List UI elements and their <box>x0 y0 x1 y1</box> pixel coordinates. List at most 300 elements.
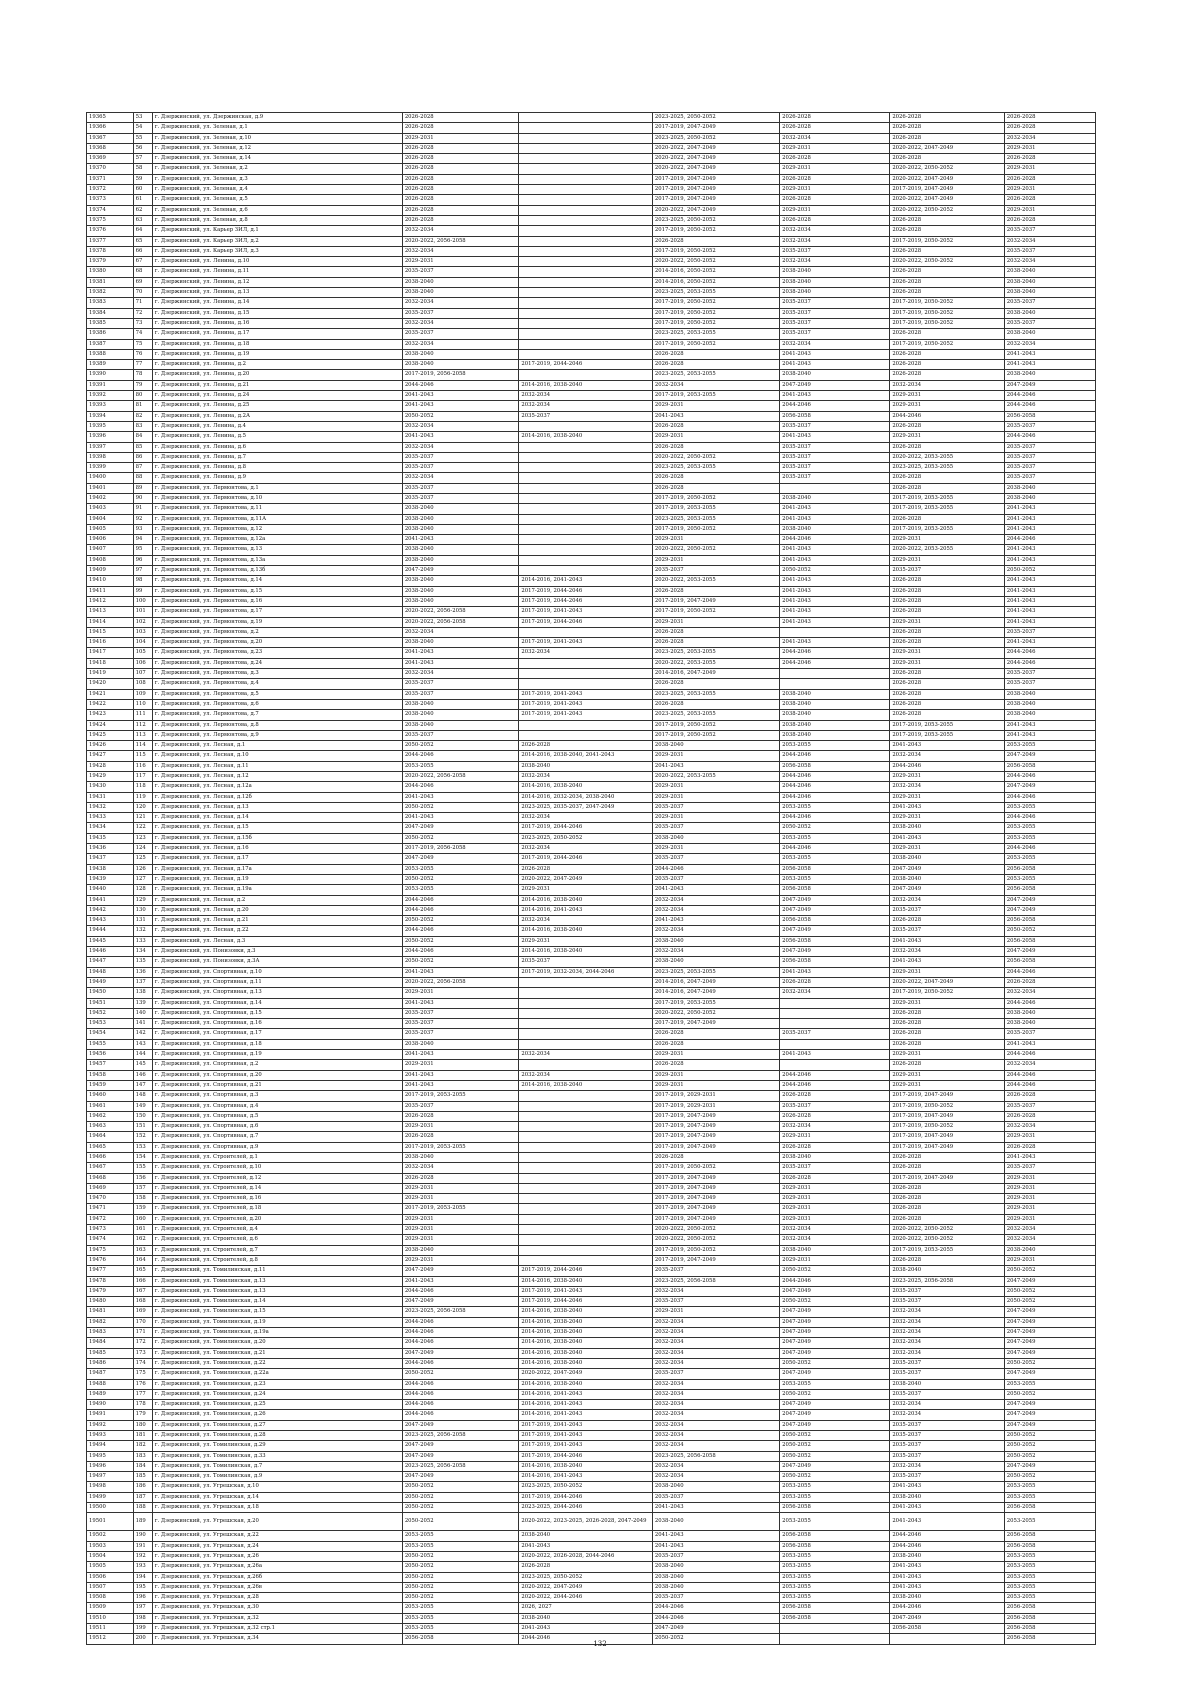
period-b-cell: 2017-2019, 2041-2043 <box>519 1286 653 1296</box>
period-d-cell: 2047-2049 <box>780 1461 890 1471</box>
row-id-cell: 19430 <box>87 782 134 792</box>
address-cell: г. Дзержинский, ул. Лермонтова, д.5 <box>152 689 402 699</box>
row-number-cell: 173 <box>133 1348 152 1358</box>
period-a-cell: 2053-2055 <box>402 864 519 874</box>
address-cell: г. Дзержинский, ул. Понизовки, д.3 <box>152 947 402 957</box>
row-id-cell: 19508 <box>87 1593 134 1603</box>
row-number-cell: 151 <box>133 1122 152 1132</box>
row-number-cell: 72 <box>133 308 152 318</box>
row-id-cell: 19502 <box>87 1531 134 1541</box>
period-a-cell: 2041-2043 <box>402 1080 519 1090</box>
period-d-cell: 2053-2055 <box>780 1582 890 1592</box>
period-c-cell: 2032-2034 <box>652 1400 779 1410</box>
period-a-cell: 2038-2040 <box>402 360 519 370</box>
period-a-cell: 2050-2052 <box>402 833 519 843</box>
address-cell: г. Дзержинский, ул. Томилинская, д.23 <box>152 1379 402 1389</box>
row-number-cell: 135 <box>133 957 152 967</box>
table-row <box>87 421 1096 431</box>
address-cell: г. Дзержинский, ул. Ленина, д.24 <box>152 391 402 401</box>
address-cell: г. Дзержинский, ул. Спортивная, д.7 <box>152 1132 402 1142</box>
row-id-cell: 19466 <box>87 1152 134 1162</box>
row-number-cell: 152 <box>133 1132 152 1142</box>
period-b-cell: 2017-2019, 2044-2046 <box>519 1266 653 1276</box>
address-cell: г. Дзержинский, ул. Ленина, д.11 <box>152 267 402 277</box>
period-f-cell: 2041-2043 <box>1004 730 1095 740</box>
period-f-cell: 2050-2052 <box>1004 1297 1095 1307</box>
period-e-cell: 2035-2037 <box>890 1472 1004 1482</box>
table-row <box>87 174 1096 184</box>
row-number-cell: 75 <box>133 339 152 349</box>
row-id-cell: 19366 <box>87 123 134 133</box>
period-b-cell: 2014-2016, 2038-2040 <box>519 380 653 390</box>
period-b-cell: 2017-2019, 2044-2046 <box>519 1451 653 1461</box>
period-e-cell: 2029-2031 <box>890 772 1004 782</box>
period-d-cell: 2050-2052 <box>780 1266 890 1276</box>
row-number-cell: 167 <box>133 1286 152 1296</box>
address-cell: г. Дзержинский, ул. Ленина, д.17 <box>152 329 402 339</box>
address-cell: г. Дзержинский, ул. Томилинская, д.19 <box>152 1317 402 1327</box>
period-a-cell: 2035-2037 <box>402 463 519 473</box>
period-e-cell: 2026-2028 <box>890 226 1004 236</box>
period-f-cell: 2044-2046 <box>1004 844 1095 854</box>
period-d-cell: 2056-2058 <box>780 1603 890 1613</box>
period-f-cell: 2038-2040 <box>1004 689 1095 699</box>
row-id-cell: 19482 <box>87 1317 134 1327</box>
table-row <box>87 1101 1096 1111</box>
table-row <box>87 792 1096 802</box>
address-cell: г. Дзержинский, ул. Ленина, д.21 <box>152 380 402 390</box>
row-id-cell: 19397 <box>87 442 134 452</box>
period-f-cell: 2047-2049 <box>1004 905 1095 915</box>
period-d-cell <box>780 483 890 493</box>
period-f-cell: 2035-2037 <box>1004 421 1095 431</box>
row-id-cell: 19444 <box>87 926 134 936</box>
period-b-cell <box>519 977 653 987</box>
period-b-cell: 2020-2022, 2047-2049 <box>519 874 653 884</box>
period-b-cell: 2014-2016, 2038-2040 <box>519 1307 653 1317</box>
period-a-cell: 2053-2055 <box>402 1603 519 1613</box>
period-e-cell: 2026-2028 <box>890 349 1004 359</box>
period-a-cell: 2017-2019, 2053-2055 <box>402 1204 519 1214</box>
period-a-cell: 2035-2037 <box>402 308 519 318</box>
address-cell: г. Дзержинский, ул. Лесная, д.14 <box>152 813 402 823</box>
table-row <box>87 1472 1096 1482</box>
row-id-cell: 19468 <box>87 1173 134 1183</box>
address-cell: г. Дзержинский, ул. Угрешская, д.20 <box>152 1513 402 1531</box>
row-id-cell: 19374 <box>87 205 134 215</box>
period-a-cell: 2035-2037 <box>402 452 519 462</box>
table-row <box>87 1173 1096 1183</box>
row-number-cell: 141 <box>133 1019 152 1029</box>
period-f-cell: 2032-2034 <box>1004 339 1095 349</box>
period-d-cell: 2035-2037 <box>780 421 890 431</box>
row-id-cell: 19419 <box>87 669 134 679</box>
period-d-cell: 2056-2058 <box>780 936 890 946</box>
period-b-cell: 2020-2022, 2047-2049 <box>519 1369 653 1379</box>
table-row <box>87 318 1096 328</box>
period-a-cell: 2035-2037 <box>402 483 519 493</box>
period-c-cell: 2029-2031 <box>652 782 779 792</box>
period-b-cell: 2014-2016, 2041-2043 <box>519 905 653 915</box>
period-d-cell: 2038-2040 <box>780 277 890 287</box>
table-row <box>87 1039 1096 1049</box>
row-number-cell: 110 <box>133 699 152 709</box>
table-row <box>87 1572 1096 1582</box>
row-number-cell: 87 <box>133 463 152 473</box>
row-id-cell: 19377 <box>87 236 134 246</box>
period-e-cell: 2023-2025, 2056-2058 <box>890 1276 1004 1286</box>
period-c-cell: 2038-2040 <box>652 1513 779 1531</box>
period-d-cell: 2053-2055 <box>780 1513 890 1531</box>
period-d-cell: 2032-2034 <box>780 257 890 267</box>
period-a-cell: 2038-2040 <box>402 1039 519 1049</box>
address-cell: г. Дзержинский, ул. Томилинская, д.20 <box>152 1338 402 1348</box>
row-id-cell: 19438 <box>87 864 134 874</box>
table-row <box>87 988 1096 998</box>
period-f-cell: 2038-2040 <box>1004 1245 1095 1255</box>
table-row <box>87 123 1096 133</box>
period-b-cell: 2032-2034 <box>519 844 653 854</box>
period-e-cell: 2017-2019, 2047-2049 <box>890 1142 1004 1152</box>
period-b-cell: 2014-2016, 2038-2040 <box>519 1379 653 1389</box>
period-f-cell: 2035-2037 <box>1004 298 1095 308</box>
period-c-cell: 2032-2034 <box>652 1389 779 1399</box>
address-cell: г. Дзержинский, ул. Лесная, д.2 <box>152 895 402 905</box>
period-b-cell <box>519 267 653 277</box>
period-d-cell: 2041-2043 <box>780 514 890 524</box>
period-c-cell: 2026-2028 <box>652 1152 779 1162</box>
address-cell: г. Дзержинский, ул. Лермонтова, д.14 <box>152 576 402 586</box>
table-row <box>87 1214 1096 1224</box>
period-a-cell: 2041-2043 <box>402 1276 519 1286</box>
period-d-cell: 2044-2046 <box>780 782 890 792</box>
row-number-cell: 100 <box>133 596 152 606</box>
row-id-cell: 19365 <box>87 113 134 123</box>
row-id-cell: 19368 <box>87 143 134 153</box>
row-id-cell: 19455 <box>87 1039 134 1049</box>
period-a-cell: 2050-2052 <box>402 936 519 946</box>
period-a-cell: 2035-2037 <box>402 730 519 740</box>
row-number-cell: 81 <box>133 401 152 411</box>
period-f-cell: 2041-2043 <box>1004 360 1095 370</box>
period-f-cell: 2032-2034 <box>1004 1235 1095 1245</box>
row-number-cell: 114 <box>133 741 152 751</box>
period-f-cell: 2035-2037 <box>1004 1163 1095 1173</box>
period-c-cell: 2017-2019, 2047-2049 <box>652 1019 779 1029</box>
period-a-cell: 2032-2034 <box>402 226 519 236</box>
table-row <box>87 1235 1096 1245</box>
period-c-cell: 2014-2016, 2047-2049 <box>652 988 779 998</box>
period-b-cell <box>519 483 653 493</box>
period-a-cell: 2017-2019, 2056-2058 <box>402 370 519 380</box>
period-b-cell <box>519 1060 653 1070</box>
period-a-cell: 2020-2022, 2056-2058 <box>402 617 519 627</box>
period-d-cell: 2038-2040 <box>780 524 890 534</box>
period-f-cell: 2044-2046 <box>1004 648 1095 658</box>
period-b-cell <box>519 566 653 576</box>
period-d-cell: 2038-2040 <box>780 370 890 380</box>
address-cell: г. Дзержинский, ул. Угрешская, д.10 <box>152 1482 402 1492</box>
period-e-cell: 2032-2034 <box>890 947 1004 957</box>
period-f-cell: 2044-2046 <box>1004 432 1095 442</box>
period-d-cell: 2035-2037 <box>780 318 890 328</box>
period-d-cell: 2026-2028 <box>780 215 890 225</box>
table-row <box>87 802 1096 812</box>
period-a-cell: 2017-2019, 2053-2055 <box>402 1091 519 1101</box>
row-number-cell: 60 <box>133 185 152 195</box>
row-id-cell: 19494 <box>87 1441 134 1451</box>
period-f-cell: 2053-2055 <box>1004 802 1095 812</box>
address-cell: г. Дзержинский, ул. Лермонтова, д.8 <box>152 720 402 730</box>
period-f-cell: 2047-2049 <box>1004 782 1095 792</box>
period-f-cell: 2056-2058 <box>1004 1531 1095 1541</box>
period-c-cell: 2017-2019, 2047-2049 <box>652 185 779 195</box>
period-f-cell: 2053-2055 <box>1004 874 1095 884</box>
period-b-cell <box>519 1142 653 1152</box>
period-f-cell: 2044-2046 <box>1004 658 1095 668</box>
period-e-cell: 2038-2040 <box>890 1379 1004 1389</box>
row-number-cell: 134 <box>133 947 152 957</box>
address-cell: г. Дзержинский, ул. Зеленая, д.14 <box>152 154 402 164</box>
period-e-cell: 2026-2028 <box>890 627 1004 637</box>
period-a-cell: 2035-2037 <box>402 1019 519 1029</box>
period-e-cell: 2032-2034 <box>890 751 1004 761</box>
address-cell: г. Дзержинский, ул. Угрешская, д.18 <box>152 1503 402 1513</box>
table-row <box>87 1204 1096 1214</box>
row-id-cell: 19477 <box>87 1266 134 1276</box>
address-cell: г. Дзержинский, ул. Строителей, д.7 <box>152 1245 402 1255</box>
period-d-cell: 2041-2043 <box>780 638 890 648</box>
period-b-cell <box>519 627 653 637</box>
period-c-cell: 2017-2019, 2047-2049 <box>652 1122 779 1132</box>
period-a-cell: 2044-2046 <box>402 751 519 761</box>
period-a-cell: 2050-2052 <box>402 1593 519 1603</box>
address-cell: г. Дзержинский, ул. Лермонтова, д.2 <box>152 627 402 637</box>
table-row <box>87 1142 1096 1152</box>
row-id-cell: 19390 <box>87 370 134 380</box>
row-id-cell: 19451 <box>87 998 134 1008</box>
table-row <box>87 164 1096 174</box>
period-e-cell: 2017-2019, 2053-2055 <box>890 493 1004 503</box>
row-id-cell: 19450 <box>87 988 134 998</box>
period-c-cell: 2017-2019, 2053-2055 <box>652 504 779 514</box>
address-cell: г. Дзержинский, ул. Угрешская, д.32 стр.1 <box>152 1624 402 1634</box>
period-f-cell: 2053-2055 <box>1004 833 1095 843</box>
period-a-cell: 2044-2046 <box>402 947 519 957</box>
period-b-cell <box>519 473 653 483</box>
period-e-cell: 2026-2028 <box>890 576 1004 586</box>
period-f-cell: 2029-2031 <box>1004 185 1095 195</box>
address-cell: г. Дзержинский, ул. Спортивная, д.19 <box>152 1050 402 1060</box>
period-c-cell: 2032-2034 <box>652 895 779 905</box>
row-number-cell: 174 <box>133 1358 152 1368</box>
row-number-cell: 55 <box>133 133 152 143</box>
period-c-cell: 2017-2019, 2050-2052 <box>652 607 779 617</box>
period-b-cell <box>519 1111 653 1121</box>
period-a-cell: 2026-2028 <box>402 174 519 184</box>
period-c-cell: 2023-2025, 2056-2058 <box>652 1451 779 1461</box>
period-d-cell: 2050-2052 <box>780 823 890 833</box>
period-f-cell: 2056-2058 <box>1004 411 1095 421</box>
period-c-cell: 2035-2037 <box>652 823 779 833</box>
period-e-cell: 2020-2022, 2053-2055 <box>890 545 1004 555</box>
period-a-cell: 2026-2028 <box>402 1132 519 1142</box>
period-a-cell: 2050-2052 <box>402 957 519 967</box>
table-row <box>87 586 1096 596</box>
row-number-cell: 145 <box>133 1060 152 1070</box>
period-a-cell: 2044-2046 <box>402 1328 519 1338</box>
period-c-cell: 2014-2016, 2047-2049 <box>652 669 779 679</box>
period-b-cell: 2017-2019, 2044-2046 <box>519 360 653 370</box>
period-c-cell: 2026-2028 <box>652 483 779 493</box>
table-row <box>87 133 1096 143</box>
period-e-cell: 2026-2028 <box>890 689 1004 699</box>
period-b-cell: 2032-2034 <box>519 1070 653 1080</box>
address-cell: г. Дзержинский, ул. Томилинская, д.26 <box>152 1410 402 1420</box>
period-d-cell: 2041-2043 <box>780 586 890 596</box>
period-b-cell <box>519 1214 653 1224</box>
period-d-cell: 2044-2046 <box>780 658 890 668</box>
period-d-cell: 2032-2034 <box>780 226 890 236</box>
period-b-cell <box>519 1039 653 1049</box>
period-b-cell <box>519 535 653 545</box>
period-f-cell: 2050-2052 <box>1004 1472 1095 1482</box>
table-row <box>87 1513 1096 1531</box>
period-a-cell: 2032-2034 <box>402 669 519 679</box>
period-e-cell: 2020-2022, 2047-2049 <box>890 174 1004 184</box>
table-row <box>87 1029 1096 1039</box>
period-e-cell: 2032-2034 <box>890 1317 1004 1327</box>
period-d-cell: 2041-2043 <box>780 1050 890 1060</box>
table-row <box>87 844 1096 854</box>
address-cell: г. Дзержинский, ул. Лесная, д.12б <box>152 792 402 802</box>
address-cell: г. Дзержинский, ул. Понизовки, д.3А <box>152 957 402 967</box>
period-a-cell: 2026-2028 <box>402 195 519 205</box>
table-row <box>87 215 1096 225</box>
period-c-cell: 2020-2022, 2050-2052 <box>652 1225 779 1235</box>
period-e-cell: 2029-2031 <box>890 555 1004 565</box>
row-number-cell: 71 <box>133 298 152 308</box>
address-cell: г. Дзержинский, ул. Томилинская, д.11 <box>152 1266 402 1276</box>
period-a-cell: 2047-2049 <box>402 566 519 576</box>
period-d-cell: 2035-2037 <box>780 308 890 318</box>
row-number-cell: 144 <box>133 1050 152 1060</box>
period-d-cell: 2053-2055 <box>780 741 890 751</box>
table-row <box>87 246 1096 256</box>
address-cell: г. Дзержинский, ул. Ленина, д.9 <box>152 473 402 483</box>
row-id-cell: 19394 <box>87 411 134 421</box>
row-id-cell: 19415 <box>87 627 134 637</box>
period-b-cell <box>519 504 653 514</box>
address-cell: г. Дзержинский, ул. Томилинская, д.28 <box>152 1431 402 1441</box>
row-id-cell: 19445 <box>87 936 134 946</box>
period-c-cell: 2026-2028 <box>652 236 779 246</box>
table-row <box>87 638 1096 648</box>
period-d-cell: 2035-2037 <box>780 329 890 339</box>
row-number-cell: 186 <box>133 1482 152 1492</box>
address-cell: г. Дзержинский, ул. Строителей, д.18 <box>152 1204 402 1214</box>
period-c-cell: 2035-2037 <box>652 1266 779 1276</box>
row-number-cell: 97 <box>133 566 152 576</box>
table-row <box>87 864 1096 874</box>
row-id-cell: 19402 <box>87 493 134 503</box>
row-number-cell: 131 <box>133 916 152 926</box>
period-d-cell: 2050-2052 <box>780 1472 890 1482</box>
period-a-cell: 2053-2055 <box>402 1531 519 1541</box>
period-f-cell: 2038-2040 <box>1004 277 1095 287</box>
table-row <box>87 555 1096 565</box>
table-row <box>87 699 1096 709</box>
period-c-cell: 2035-2037 <box>652 874 779 884</box>
row-number-cell: 88 <box>133 473 152 483</box>
period-a-cell: 2041-2043 <box>402 401 519 411</box>
period-c-cell: 2017-2019, 2047-2049 <box>652 1173 779 1183</box>
table-row <box>87 1019 1096 1029</box>
period-f-cell: 2047-2049 <box>1004 1420 1095 1430</box>
table-row <box>87 1183 1096 1193</box>
period-d-cell: 2032-2034 <box>780 988 890 998</box>
period-a-cell: 2050-2052 <box>402 1503 519 1513</box>
row-id-cell: 19392 <box>87 391 134 401</box>
row-number-cell: 171 <box>133 1328 152 1338</box>
row-number-cell: 79 <box>133 380 152 390</box>
period-b-cell <box>519 720 653 730</box>
row-number-cell: 129 <box>133 895 152 905</box>
period-a-cell: 2041-2043 <box>402 658 519 668</box>
period-c-cell: 2038-2040 <box>652 1562 779 1572</box>
period-d-cell: 2047-2049 <box>780 1410 890 1420</box>
table-row <box>87 833 1096 843</box>
address-cell: г. Дзержинский, ул. Лесная, д.16 <box>152 844 402 854</box>
row-id-cell: 19395 <box>87 421 134 431</box>
row-id-cell: 19386 <box>87 329 134 339</box>
period-a-cell: 2029-2031 <box>402 1194 519 1204</box>
period-b-cell <box>519 205 653 215</box>
period-b-cell: 2023-2025, 2044-2046 <box>519 1503 653 1513</box>
period-e-cell: 2041-2043 <box>890 957 1004 967</box>
address-cell: г. Дзержинский, ул. Лермонтова, д.12 <box>152 524 402 534</box>
row-id-cell: 19412 <box>87 596 134 606</box>
period-d-cell: 2053-2055 <box>780 802 890 812</box>
address-cell: г. Дзержинский, ул. Лесная, д.21 <box>152 916 402 926</box>
period-d-cell: 2038-2040 <box>780 720 890 730</box>
table-row <box>87 720 1096 730</box>
row-id-cell: 19507 <box>87 1582 134 1592</box>
period-d-cell: 2035-2037 <box>780 298 890 308</box>
row-id-cell: 19388 <box>87 349 134 359</box>
row-id-cell: 19463 <box>87 1122 134 1132</box>
period-b-cell: 2032-2034 <box>519 772 653 782</box>
address-cell: г. Дзержинский, ул. Спортивная, д.13 <box>152 988 402 998</box>
period-a-cell: 2044-2046 <box>402 380 519 390</box>
period-f-cell: 2053-2055 <box>1004 741 1095 751</box>
period-b-cell <box>519 1163 653 1173</box>
period-a-cell: 2053-2055 <box>402 1613 519 1623</box>
row-id-cell: 19474 <box>87 1235 134 1245</box>
row-id-cell: 19432 <box>87 802 134 812</box>
address-cell: г. Дзержинский, ул. Строителей, д.1 <box>152 1152 402 1162</box>
period-d-cell: 2050-2052 <box>780 1451 890 1461</box>
period-d-cell: 2056-2058 <box>780 916 890 926</box>
period-d-cell: 2029-2031 <box>780 1194 890 1204</box>
period-b-cell <box>519 998 653 1008</box>
table-row <box>87 1266 1096 1276</box>
row-id-cell: 19480 <box>87 1297 134 1307</box>
address-cell: г. Дзержинский, ул. Ленина, д.18 <box>152 339 402 349</box>
table-row <box>87 1461 1096 1471</box>
period-a-cell: 2038-2040 <box>402 720 519 730</box>
period-a-cell: 2038-2040 <box>402 576 519 586</box>
